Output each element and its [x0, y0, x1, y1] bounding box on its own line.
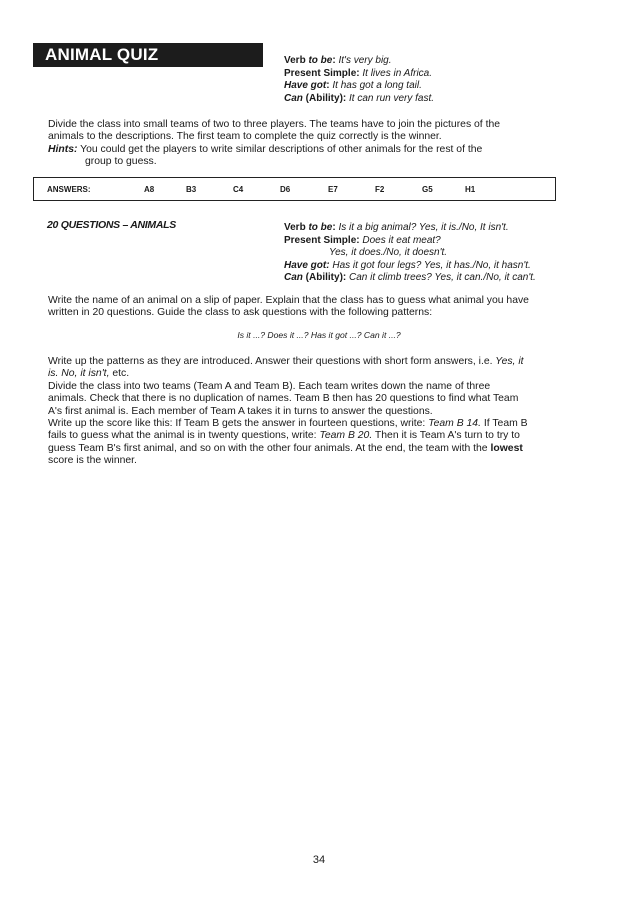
answer-item: D6: [280, 185, 291, 194]
question-patterns: Is it ...? Does it ...? Has it got ...? Can it ...?: [237, 330, 401, 340]
page-number: 34: [312, 854, 326, 866]
section-title-animal-quiz: ANIMAL QUIZ: [33, 43, 263, 67]
answer-item: F2: [375, 185, 385, 194]
answer-item: G5: [422, 185, 433, 194]
answers-box: [33, 177, 556, 201]
grammar-summary-animal-quiz: [284, 55, 434, 105]
grammar-line-to-be: Verb to be: Is it a big animal? Yes, it is./No, It isn't.: [284, 222, 509, 233]
answer-item: A8: [144, 185, 155, 194]
intro-paragraph: Divide the class into small teams of two to three players. The teams have to join the pictures of the animals to the descriptions. The first team to complete the quiz correctly is the winner. Hints: You could get the players to write similar descriptions of other animals for the rest of the group to guess.: [48, 119, 556, 169]
instructions-paragraph-2: Write up the patterns as they are introduced. Answer their questions with short form answers, i.e. Yes, it is. No, it isn't, etc. Divide the class into two teams (Team A and Team B). Each team writes down the name of three animals. Check that there is no duplication of names. Team B then has 20 questions to find what Team A's first animal is. Each member of Team A takes it in turns to answer the questions. Write up the score like this: If Team B gets the answer in fourteen questions, write: Team B 14. If Team B fails to guess what the animal is in twenty questions, write: Team B 20. Then it is Team A's turn to try to guess Team B's first animal, and so on with the other four animals. At the end, the team with the lowest score is the winner.: [48, 356, 528, 467]
section-title-20-questions: 20 QUESTIONS – ANIMALS: [47, 219, 176, 231]
grammar-line-can: Can (Ability): It can run very fast.: [284, 92, 435, 104]
answer-item: E7: [328, 185, 338, 194]
hints: Hints: You could get the players to write similar descriptions of other animals for the rest of the: [48, 143, 483, 155]
grammar-line-present-simple: Present Simple: It lives in Africa.: [284, 67, 433, 79]
grammar-line-present-answer: Yes, it does./No, it doesn't.: [329, 247, 448, 259]
grammar-line-present-simple: Present Simple: Does it eat meat?: [284, 234, 441, 246]
instructions-paragraph-1: Write the name of an animal on a slip of paper. Explain that the class has to guess what animal you have written in 20 questions. Guide the class to ask questions with the following patterns:: [48, 295, 529, 319]
answer-item: H1: [465, 185, 476, 194]
grammar-summary-20-questions: [284, 222, 584, 285]
answer-item: B3: [186, 185, 197, 194]
answers-label: ANSWERS:: [47, 185, 91, 194]
answer-item: C4: [233, 185, 244, 194]
grammar-line-have-got: Have got: It has got a long tail.: [284, 80, 422, 92]
grammar-line-have-got: Have got: Has it got four legs? Yes, it has./No, it hasn't.: [284, 259, 531, 271]
grammar-line-to-be: Verb to be: It's very big.: [284, 55, 392, 66]
grammar-line-can: Can (Ability): Can it climb trees? Yes, it can./No, it can't.: [284, 272, 536, 284]
